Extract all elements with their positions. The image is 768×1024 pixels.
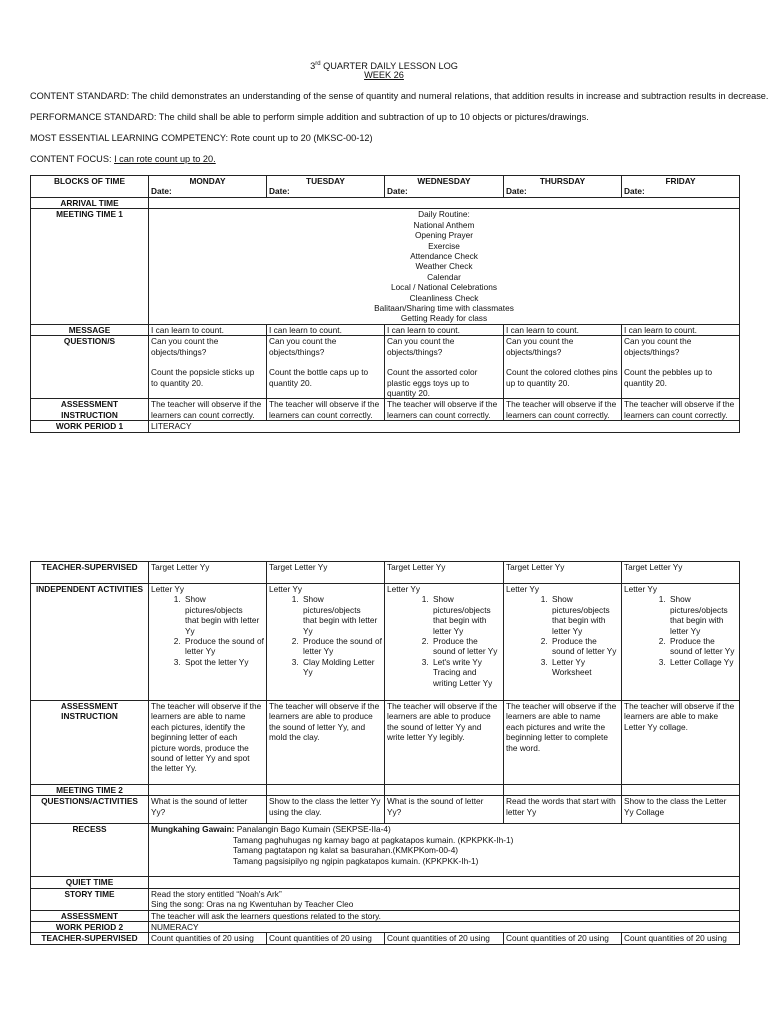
activity-item: 2. Produce the sound of letter Yy bbox=[550, 636, 619, 657]
question-text: Count the pebbles up to bbox=[624, 367, 713, 378]
story-line: Read the story entitled “Noah's Ark” bbox=[151, 888, 282, 899]
arrival-time-label: ARRIVAL TIME bbox=[31, 198, 149, 209]
question-cell bbox=[267, 336, 385, 399]
assessment-cell: The teacher will observe if the learners are able to name each pictures and write the beginning letter to complete the word. bbox=[504, 701, 622, 785]
routine-item: Getting Ready for class bbox=[400, 313, 488, 324]
routine-item: Balitaan/Sharing time with classmates bbox=[374, 303, 514, 314]
story-time-label: STORY TIME bbox=[31, 888, 149, 910]
activity-item: 2. Produce the sound of letter Yy bbox=[431, 636, 501, 657]
recess-line: Tamang paghuhugas ng kamay bago at pagkatapos kumain. (KPKPKK-Ih-1) bbox=[233, 834, 514, 845]
question-text: Can you count the bbox=[269, 336, 337, 347]
label-line: INSTRUCTION bbox=[61, 711, 118, 722]
assessment-text: learners can count correctly. bbox=[624, 409, 728, 420]
assessment-text: The teacher will observe if the bbox=[624, 399, 735, 410]
routine-item: Daily Routine: bbox=[418, 209, 470, 220]
question-text: Count the colored clothes pins bbox=[506, 367, 618, 378]
day-column-wednesday bbox=[385, 176, 504, 198]
question-text: Count the assorted color bbox=[387, 367, 478, 378]
label-line: INSTRUCTION bbox=[61, 409, 118, 420]
content-standard: CONTENT STANDARD: The child demonstrates an understanding of the sense of quantity and numeral relations, that addition results in increase and subtraction results in decrease. bbox=[30, 91, 768, 101]
assessment-cell bbox=[267, 399, 385, 421]
arrival-time-cell bbox=[149, 198, 740, 209]
arrival-row bbox=[31, 198, 740, 209]
questions-label: QUESTION/S bbox=[31, 336, 149, 399]
independent-activities-row bbox=[31, 584, 740, 701]
date-label: Date: bbox=[624, 186, 645, 197]
work-period-1-value: LITERACY bbox=[149, 421, 740, 432]
recess-bold-label: Mungkahing Gawain: bbox=[151, 824, 235, 835]
day-label: WEDNESDAY bbox=[417, 176, 471, 186]
question-text: Can you count the bbox=[151, 336, 219, 347]
assessment-text: The teacher will observe if the bbox=[387, 399, 498, 410]
questions-activities-row bbox=[31, 796, 740, 824]
recess-line: Tamang pagtatapon ng kalat sa basurahan.(KMKPKom-00-4) bbox=[233, 845, 459, 856]
question-text: Count the bottle caps up to bbox=[269, 367, 369, 378]
routine-item: Local / National Celebrations bbox=[390, 282, 498, 293]
activity-item: 2. Produce the sound of letter Yy bbox=[183, 636, 264, 657]
activity-item: 3. Spot the letter Yy bbox=[183, 657, 264, 667]
work-period-2-row bbox=[31, 922, 740, 933]
recess-first-line bbox=[151, 824, 737, 834]
title-text: QUARTER DAILY LESSON LOG bbox=[320, 61, 458, 72]
date-label: Date: bbox=[151, 186, 172, 197]
day-label: TUESDAY bbox=[306, 176, 345, 186]
message-label: MESSAGE bbox=[31, 324, 149, 335]
assessment-2-row bbox=[31, 910, 740, 921]
qa-cell: Read the words that start with letter Yy bbox=[504, 796, 622, 824]
routine-item: Calendar bbox=[427, 271, 461, 282]
qa-cell: Show to the class the Letter Yy Collage bbox=[622, 796, 740, 824]
target-letter-cell: Target Letter Yy bbox=[504, 562, 622, 584]
recess-line: Tamang pagsisipilyo ng ngipin pagkatapos kumain. (KPKPKK-Ih-1) bbox=[233, 855, 479, 866]
activity-heading: Letter Yy bbox=[387, 584, 421, 594]
teacher-supervised-label: TEACHER-SUPERVISED bbox=[31, 562, 149, 584]
target-letter-cell: Target Letter Yy bbox=[385, 562, 504, 584]
teacher-supervised-row bbox=[31, 562, 740, 584]
target-letter-cell: Target Letter Yy bbox=[267, 562, 385, 584]
content-focus-value: I can rote count up to 20. bbox=[114, 154, 216, 164]
day-label: THURSDAY bbox=[539, 176, 586, 186]
work-period-1-label: WORK PERIOD 1 bbox=[31, 421, 149, 432]
activity-cell bbox=[504, 584, 622, 701]
activity-item: 2. Produce the sound of letter Yy bbox=[668, 636, 737, 657]
message-cell: I can learn to count. bbox=[385, 324, 504, 335]
meeting-time-1-label: MEETING TIME 1 bbox=[31, 209, 149, 324]
routine-item: Attendance Check bbox=[410, 251, 478, 262]
routine-item: Opening Prayer bbox=[414, 230, 474, 241]
activity-heading: Letter Yy bbox=[151, 584, 185, 594]
meeting-time-1-row bbox=[31, 209, 740, 324]
activity-item: 3. Clay Molding Letter Yy bbox=[301, 657, 382, 678]
activity-item: 1. Show pictures/objects that begin with letter Yy bbox=[183, 594, 264, 636]
question-text: Can you count the bbox=[624, 336, 692, 347]
activity-cell bbox=[622, 584, 740, 701]
story-time-row bbox=[31, 888, 740, 910]
label-line: ASSESSMENT bbox=[60, 399, 119, 410]
day-column-thursday bbox=[504, 176, 622, 198]
empty-cell bbox=[504, 785, 622, 796]
question-text: to quantity 20. bbox=[151, 377, 204, 388]
assessment-cell: The teacher will observe if the learners are able to produce the sound of letter Yy, and mold the clay. bbox=[267, 701, 385, 785]
assessment-text: The teacher will observe if the bbox=[269, 399, 380, 410]
recess-row bbox=[31, 824, 740, 877]
empty-cell bbox=[267, 785, 385, 796]
activity-heading: Letter Yy bbox=[269, 584, 303, 594]
target-letter-cell: Target Letter Yy bbox=[622, 562, 740, 584]
assessment-cell: The teacher will observe if the learners are able to make Letter Yy collage. bbox=[622, 701, 740, 785]
daily-routine-cell bbox=[149, 209, 740, 324]
question-text: Count the popsicle sticks up bbox=[151, 367, 255, 378]
assessment-instruction-label bbox=[31, 701, 149, 785]
empty-cell bbox=[622, 785, 740, 796]
label-line: ASSESSMENT bbox=[60, 701, 119, 711]
quiet-time-row bbox=[31, 877, 740, 888]
work-period-2-label: WORK PERIOD 2 bbox=[31, 922, 149, 933]
story-line: Sing the song: Oras na ng Kwentuhan by Teacher Cleo bbox=[151, 899, 354, 910]
message-cell: I can learn to count. bbox=[504, 324, 622, 335]
learning-competency: MOST ESSENTIAL LEARNING COMPETENCY: Rote count up to 20 (MKSC-00-12) bbox=[30, 133, 373, 143]
assessment-cell bbox=[504, 399, 622, 421]
question-text: Can you count the bbox=[506, 336, 574, 347]
activity-item: 3. Letter Yy Worksheet bbox=[550, 657, 619, 678]
count-cell: Count quantities of 20 using bbox=[149, 933, 267, 944]
assessment-text: learners can count correctly. bbox=[151, 409, 255, 420]
routine-item: Cleanliness Check bbox=[409, 292, 479, 303]
quiet-time-cell bbox=[149, 877, 740, 888]
empty-cell bbox=[149, 785, 267, 796]
lesson-table-2 bbox=[30, 561, 740, 945]
message-cell: I can learn to count. bbox=[622, 324, 740, 335]
date-label: Date: bbox=[269, 186, 290, 197]
empty-cell bbox=[385, 785, 504, 796]
target-letter-cell: Target Letter Yy bbox=[149, 562, 267, 584]
quarter-suffix: rd bbox=[315, 61, 321, 67]
activity-item: 2. Produce the sound of letter Yy bbox=[301, 636, 382, 657]
assessment-2-label: ASSESSMENT bbox=[31, 910, 149, 921]
questions-row bbox=[31, 336, 740, 399]
question-text: objects/things? bbox=[151, 346, 207, 357]
question-cell bbox=[504, 336, 622, 399]
activity-item: 3. Let's write Yy Tracing and writing Letter Yy bbox=[431, 657, 501, 688]
assessment-text: learners can count correctly. bbox=[506, 409, 610, 420]
story-time-cell bbox=[149, 888, 740, 910]
question-text: Can you count the bbox=[387, 336, 455, 347]
qa-cell: What is the sound of letter Yy? bbox=[149, 796, 267, 824]
assessment-instruction-row bbox=[31, 701, 740, 785]
quarter-number: 3 bbox=[310, 61, 316, 72]
question-cell bbox=[149, 336, 267, 399]
assessment-text: The teacher will observe if the bbox=[506, 399, 617, 410]
activity-cell bbox=[149, 584, 267, 701]
independent-activities-label: INDEPENDENT ACTIVITIES bbox=[31, 584, 149, 701]
activity-item: 1. Show pictures/objects that begin with letter Yy bbox=[301, 594, 382, 636]
activity-item: 1. Show pictures/objects that begin with letter Yy bbox=[550, 594, 619, 636]
assessment-cell bbox=[385, 399, 504, 421]
quiet-time-label: QUIET TIME bbox=[31, 877, 149, 888]
message-cell: I can learn to count. bbox=[267, 324, 385, 335]
assessment-cell bbox=[149, 399, 267, 421]
question-text: objects/things? bbox=[387, 346, 443, 357]
count-cell: Count quantities of 20 using bbox=[267, 933, 385, 944]
assessment-text: learners can count correctly. bbox=[269, 409, 373, 420]
question-text: objects/things? bbox=[269, 346, 325, 357]
date-label: Date: bbox=[506, 186, 527, 197]
day-label: MONDAY bbox=[189, 176, 226, 186]
activity-heading: Letter Yy bbox=[624, 584, 658, 594]
qa-cell: What is the sound of letter Yy? bbox=[385, 796, 504, 824]
routine-item: Exercise bbox=[428, 240, 460, 251]
question-text: quantity 20. bbox=[387, 387, 430, 398]
question-text: quantity 20. bbox=[624, 377, 667, 388]
assessment-text: learners can count correctly. bbox=[387, 409, 491, 420]
content-focus bbox=[30, 154, 216, 165]
assessment-text: The teacher will observe if the bbox=[151, 399, 262, 410]
count-cell: Count quantities of 20 using bbox=[504, 933, 622, 944]
questions-activities-label: QUESTIONS/ACTIVITIES bbox=[31, 796, 149, 824]
performance-standard: PERFORMANCE STANDARD: The child shall be able to perform simple addition and subtraction of up to 10 objects or pictures/drawings. bbox=[30, 112, 589, 122]
header-row bbox=[31, 176, 740, 198]
question-text: quantity 20. bbox=[269, 377, 312, 388]
message-cell: I can learn to count. bbox=[149, 324, 267, 335]
content-focus-label: CONTENT FOCUS: bbox=[30, 154, 115, 164]
question-cell bbox=[385, 336, 504, 399]
blocks-of-time-header: BLOCKS OF TIME bbox=[31, 176, 149, 198]
teacher-supervised-2-label: TEACHER-SUPERVISED bbox=[31, 933, 149, 944]
activity-cell bbox=[267, 584, 385, 701]
work-period-1-row bbox=[31, 421, 740, 432]
question-text: objects/things? bbox=[506, 346, 562, 357]
day-column-friday bbox=[622, 176, 740, 198]
day-label: FRIDAY bbox=[665, 176, 696, 186]
activity-item: 1. Show pictures/objects that begin with letter Yy bbox=[668, 594, 737, 636]
assessment-2-value: The teacher will ask the learners questions related to the story. bbox=[149, 910, 740, 921]
count-cell: Count quantities of 20 using bbox=[385, 933, 504, 944]
assessment-cell: The teacher will observe if the learners are able to produce the sound of letter Yy and write letter Yy legibly. bbox=[385, 701, 504, 785]
question-text: plastic eggs toys up to bbox=[387, 377, 470, 388]
question-text: objects/things? bbox=[624, 346, 680, 357]
count-cell: Count quantities of 20 using bbox=[622, 933, 740, 944]
work-period-2-value: NUMERACY bbox=[149, 922, 740, 933]
meeting-time-2-label: MEETING TIME 2 bbox=[31, 785, 149, 796]
routine-item: Weather Check bbox=[415, 261, 473, 272]
date-label: Date: bbox=[387, 186, 408, 197]
message-row bbox=[31, 324, 740, 335]
activity-item: 3. Letter Collage Yy bbox=[668, 657, 737, 667]
assessment-cell: The teacher will observe if the learners are able to name each pictures, identify the beginning letter of each picture words, produce the sound of letter Yy and spot the letter Yy. bbox=[149, 701, 267, 785]
recess-first-text: Panalangin Bago Kumain (SEKPSE-IIa-4) bbox=[234, 824, 391, 835]
week-label: WEEK 26 bbox=[364, 70, 404, 80]
recess-cell bbox=[149, 824, 740, 877]
activity-heading: Letter Yy bbox=[506, 584, 540, 594]
lesson-table-1 bbox=[30, 175, 740, 433]
recess-label: RECESS bbox=[31, 824, 149, 877]
question-cell bbox=[622, 336, 740, 399]
day-column-monday bbox=[149, 176, 267, 198]
qa-cell: Show to the class the letter Yy using the clay. bbox=[267, 796, 385, 824]
teacher-supervised-2-row bbox=[31, 933, 740, 944]
activity-cell bbox=[385, 584, 504, 701]
day-column-tuesday bbox=[267, 176, 385, 198]
assessment-row bbox=[31, 399, 740, 421]
activity-item: 1. Show pictures/objects that begin with letter Yy bbox=[431, 594, 501, 636]
routine-item: National Anthem bbox=[413, 219, 475, 230]
assessment-cell bbox=[622, 399, 740, 421]
meeting-time-2-row bbox=[31, 785, 740, 796]
assessment-instruction-label bbox=[31, 399, 149, 421]
question-text: up to quantity 20. bbox=[506, 377, 570, 388]
